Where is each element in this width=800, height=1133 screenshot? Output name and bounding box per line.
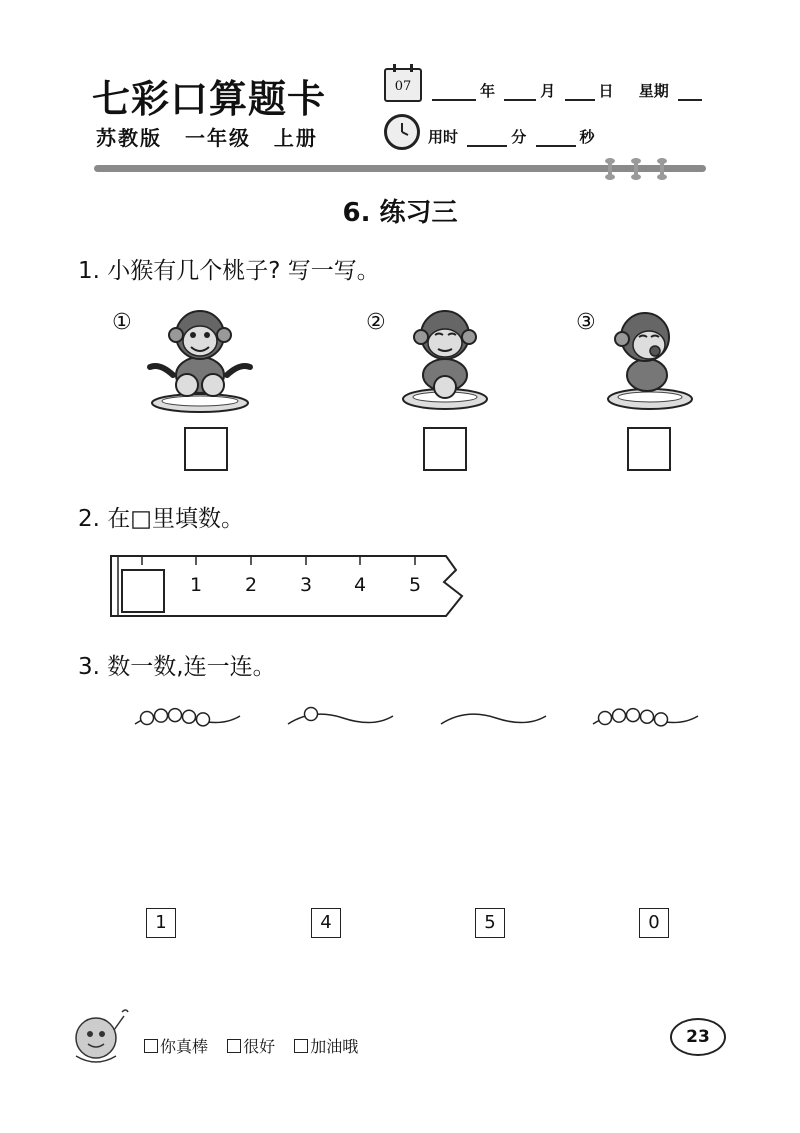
day-blank[interactable] bbox=[565, 85, 595, 101]
bead bbox=[305, 708, 318, 721]
weekday-blank[interactable] bbox=[678, 85, 702, 101]
question-3-prompt: 3. 数一数,连一连。 bbox=[78, 654, 276, 680]
mascot-icon bbox=[68, 1004, 134, 1068]
bead bbox=[599, 712, 612, 725]
rating-option-keep-going[interactable]: 加油哦 bbox=[294, 1037, 358, 1056]
brand-title: 七彩口算题卡 bbox=[92, 76, 327, 121]
number-box-0[interactable]: 0 bbox=[639, 908, 669, 938]
number-box-4[interactable]: 4 bbox=[311, 908, 341, 938]
tick-label: 4 bbox=[354, 574, 367, 596]
answer-box-3[interactable] bbox=[627, 427, 671, 471]
bead bbox=[655, 713, 668, 726]
bead bbox=[641, 710, 654, 723]
checkbox-icon[interactable] bbox=[144, 1039, 158, 1053]
date-fields bbox=[428, 80, 706, 101]
item-marker-3: ③ bbox=[576, 310, 596, 335]
number-line-answer-box[interactable] bbox=[121, 569, 165, 613]
tick-label: 5 bbox=[409, 574, 422, 596]
answer-box-1[interactable] bbox=[184, 427, 228, 471]
header-divider bbox=[94, 165, 706, 172]
year-blank[interactable] bbox=[432, 85, 476, 101]
page-title: 6. 练习三 bbox=[342, 198, 458, 228]
clock-icon bbox=[384, 114, 420, 150]
seconds-label: 秒 bbox=[579, 128, 595, 146]
month-label: 月 bbox=[540, 82, 556, 100]
edition-label: 苏教版 一年级 上册 bbox=[96, 126, 318, 150]
tick-label: 1 bbox=[190, 574, 203, 596]
monkey-with-two-peaches-icon bbox=[145, 305, 255, 420]
weekday-label: 星期 bbox=[638, 82, 669, 100]
bead bbox=[613, 709, 626, 722]
bead-strings bbox=[130, 698, 705, 738]
month-blank[interactable] bbox=[504, 85, 536, 101]
monkey-with-one-peach-icon bbox=[395, 305, 505, 420]
monkey-with-empty-plate-icon bbox=[605, 305, 715, 420]
question-2-prompt: 2. 在□里填数。 bbox=[78, 506, 244, 532]
rating-option-great[interactable]: 你真棒 bbox=[144, 1037, 208, 1056]
self-rating bbox=[144, 1034, 372, 1057]
question-1-prompt: 1. 小猴有几个桃子? 写一写。 bbox=[78, 258, 380, 284]
item-marker-2: ② bbox=[366, 310, 386, 335]
time-fields bbox=[428, 126, 595, 147]
bead-string-line bbox=[441, 714, 546, 724]
tick-label: 2 bbox=[245, 574, 258, 596]
day-label: 日 bbox=[598, 82, 614, 100]
checkbox-icon[interactable] bbox=[294, 1039, 308, 1053]
bead bbox=[169, 709, 182, 722]
seconds-blank[interactable] bbox=[536, 131, 576, 147]
bead bbox=[141, 712, 154, 725]
year-label: 年 bbox=[480, 82, 496, 100]
divider-pin bbox=[660, 158, 664, 180]
minutes-label: 分 bbox=[511, 128, 527, 146]
item-marker-1: ① bbox=[112, 310, 132, 335]
bead bbox=[183, 710, 196, 723]
number-box-5[interactable]: 5 bbox=[475, 908, 505, 938]
bead-string-line bbox=[288, 714, 393, 724]
answer-box-2[interactable] bbox=[423, 427, 467, 471]
calendar-icon bbox=[384, 68, 422, 102]
divider-pin bbox=[608, 158, 612, 180]
bead bbox=[197, 713, 210, 726]
minutes-blank[interactable] bbox=[467, 131, 507, 147]
tick-label: 3 bbox=[300, 574, 313, 596]
checkbox-icon[interactable] bbox=[227, 1039, 241, 1053]
calendar-day: 07 bbox=[394, 79, 412, 94]
number-box-1[interactable]: 1 bbox=[146, 908, 176, 938]
divider-pin bbox=[634, 158, 638, 180]
rating-option-good[interactable]: 很好 bbox=[227, 1037, 275, 1056]
time-used-label: 用时 bbox=[428, 128, 459, 146]
page-number: 23 bbox=[670, 1018, 726, 1056]
bead bbox=[627, 709, 640, 722]
bead bbox=[155, 709, 168, 722]
